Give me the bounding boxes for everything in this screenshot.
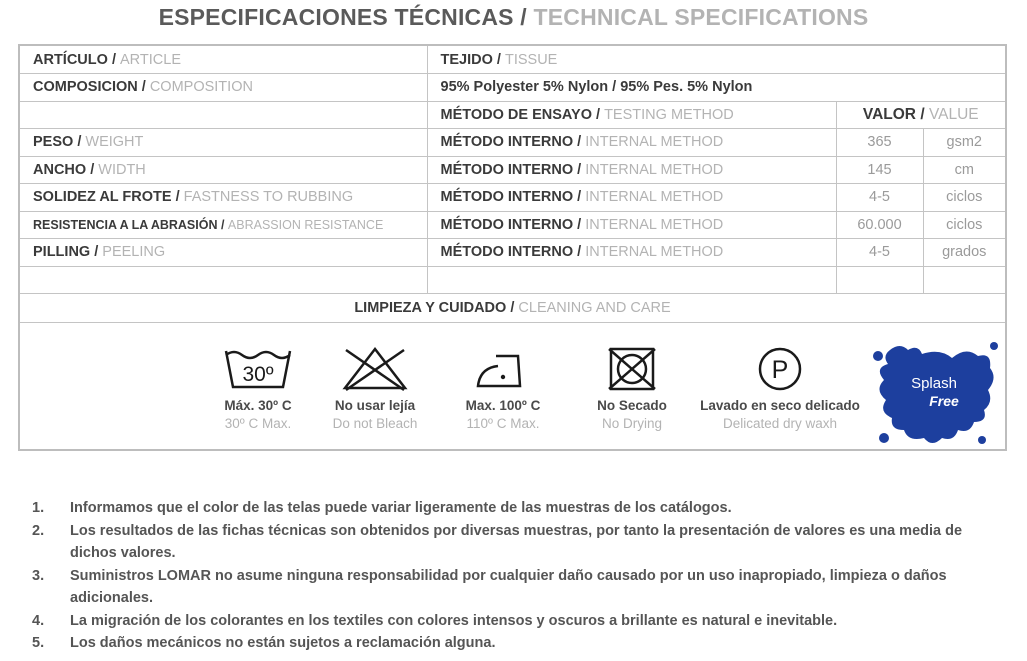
test-name-cell: PESO / WEIGHT [20,129,427,157]
method-header-es: MÉTODO DE ENSAYO [440,106,592,123]
empty-cell [20,101,427,129]
title-separator: / [513,4,534,30]
title-en: TECHNICAL SPECIFICATIONS [533,4,869,30]
page-title [0,4,1027,34]
splash-free-logo [870,338,1000,450]
empty-cell [836,266,923,294]
test-method-en: INTERNAL METHOD [585,134,724,151]
table-row [20,74,1005,102]
test-method-cell: MÉTODO INTERNO / INTERNAL METHOD [427,239,836,267]
splash-drop [990,342,998,350]
table-row [20,211,1005,239]
dry-clean-symbol: P [771,356,789,384]
wash-30-icon [223,346,293,392]
tissue-label: TEJIDO [440,51,493,68]
empty-cell [20,266,427,294]
value-header-en: VALUE [928,105,979,123]
test-unit: cm [923,156,1005,184]
test-name-cell: ANCHO / WIDTH [20,156,427,184]
care-header: LIMPIEZA Y CUIDADO / CLEANING AND CARE [20,294,1005,323]
care-item-bleach [310,346,440,431]
test-method-cell: MÉTODO INTERNO / INTERNAL METHOD [427,156,836,184]
method-header-en: TESTING METHOD [604,106,734,123]
note-number: 5. [32,635,45,651]
test-unit: ciclos [923,184,1005,212]
test-method-cell: MÉTODO INTERNO / INTERNAL METHOD [427,184,836,212]
care-label-en: Delicated dry waxh [722,416,838,431]
test-name-en: ABRASSION RESISTANCE [227,217,384,232]
note-text: Suministros LOMAR no asume ninguna responsabilidad por cualquier daño causado por un uso inapropiado, limpieza o daños adicionales. [70,567,947,606]
test-method: MÉTODO INTERNO [440,189,574,206]
test-method-en: INTERNAL METHOD [585,244,724,261]
test-name-en: WEIGHT [85,134,144,151]
table-row [20,46,1005,74]
no-bleach-icon [340,346,410,392]
splash-drop [879,433,889,443]
splash-drop [873,351,883,361]
test-method-cell: MÉTODO INTERNO / INTERNAL METHOD [427,129,836,157]
table-row [20,101,1005,129]
empty-cell [923,266,1005,294]
tissue-label-en: TISSUE [504,51,558,68]
test-value: 4-5 [836,184,923,212]
note-text: Los resultados de las fichas técnicas son obtenidos por diversas muestras, por tanto la presentación de valores es una media de dichos valores. [70,522,963,561]
test-name-cell: SOLIDEZ AL FROTE / FASTNESS TO RUBBING [20,184,427,212]
test-method: MÉTODO INTERNO [440,134,574,151]
test-method-en: INTERNAL METHOD [585,216,724,233]
table-row [20,184,1005,212]
tissue-cell: TEJIDO / TISSUE [427,46,1005,74]
splash-text: Splash [911,375,957,392]
care-item-iron [438,346,568,431]
free-text: Free [929,393,959,409]
test-name: PILLING [33,244,91,261]
table-row [20,294,1005,323]
list-item [32,565,1002,610]
composition-cell: COMPOSICION / COMPOSITION [20,74,427,102]
table-row [20,129,1005,157]
test-method: MÉTODO INTERNO [440,244,574,261]
value-header: VALOR / VALUE [836,101,1005,129]
notes-list [32,497,1002,655]
test-value: 4-5 [836,239,923,267]
value-header-es: VALOR [862,105,917,123]
note-text: Informamos que el color de las telas puede variar ligeramente de las muestras de los catálogos. [70,500,732,516]
article-label-en: ARTICLE [120,51,181,68]
care-header-es: LIMPIEZA Y CUIDADO [354,300,507,316]
composition-label-en: COMPOSITION [149,79,253,96]
wash-temperature: 30º [242,363,274,386]
note-number: 4. [32,612,45,629]
test-name-en: WIDTH [98,161,146,178]
care-label-en: No Drying [601,416,663,431]
test-value: 365 [836,129,923,157]
test-value: 60.000 [836,211,923,239]
composition-label: COMPOSICION [33,79,138,96]
list-item [32,497,1002,520]
no-tumble-dry-icon [597,346,667,392]
care-label-es: Lavado en seco delicado [700,398,860,413]
table-row [20,239,1005,267]
care-header-en: CLEANING AND CARE [518,300,671,316]
test-value: 145 [836,156,923,184]
care-label-es: No Secado [597,398,667,413]
care-item-wash [193,346,323,431]
care-label-en: 110º C Max. [466,416,540,431]
list-item [32,610,1002,633]
test-unit: grados [923,239,1005,267]
test-method-cell: MÉTODO INTERNO / INTERNAL METHOD [427,211,836,239]
splash-drop [978,436,986,444]
list-item [32,520,1002,565]
note-number: 2. [32,522,45,539]
note-text: Los daños mecánicos no están sujetos a reclamación alguna. [70,635,496,651]
table-row [20,156,1005,184]
test-name: ANCHO [33,161,87,178]
article-cell: ARTÍCULO / ARTICLE [20,46,427,74]
test-method: MÉTODO INTERNO [440,216,574,233]
iron-icon [468,346,538,392]
test-method-en: INTERNAL METHOD [585,189,724,206]
test-name-cell: RESISTENCIA A LA ABRASIÓN / ABRASSION RESISTANCE [20,211,427,239]
test-name: PESO [33,134,74,151]
test-name-en: FASTNESS TO RUBBING [183,189,354,206]
specifications-sheet [18,44,1007,451]
test-method-en: INTERNAL METHOD [585,161,724,178]
test-method: MÉTODO INTERNO [440,161,574,178]
note-text: La migración de los colorantes en los textiles con colores intensos y oscuros a brillante es natural e inevitable. [70,612,838,629]
test-name: SOLIDEZ AL FROTE [33,189,172,206]
test-name: RESISTENCIA A LA ABRASIÓN [33,217,218,232]
test-name-en: PEELING [102,244,166,261]
test-name-cell: PILLING / PEELING [20,239,427,267]
care-label-es: No usar lejía [334,398,416,413]
list-item [32,632,1002,655]
test-unit: gsm2 [923,129,1005,157]
note-number: 1. [32,500,45,516]
care-label-es: Max. 100º C [465,398,541,413]
dry-clean-p-icon [745,346,815,392]
care-label-en: Do not Bleach [332,416,418,431]
empty-cell [427,266,836,294]
composition-value: 95% Polyester 5% Nylon / 95% Pes. 5% Nylon [427,74,1005,102]
care-label-es: Máx. 30º C [224,398,292,413]
article-label: ARTÍCULO [33,51,108,68]
test-unit: ciclos [923,211,1005,239]
note-number: 3. [32,567,45,584]
care-item-dry [567,346,697,431]
method-header: MÉTODO DE ENSAYO / TESTING METHOD [427,101,836,129]
care-label-en: 30º C Max. [224,416,292,431]
care-section [20,338,1005,449]
specifications-table [20,46,1005,323]
care-item-dry-clean [690,346,870,431]
table-row [20,266,1005,294]
title-es: ESPECIFICACIONES TÉCNICAS [158,4,514,30]
